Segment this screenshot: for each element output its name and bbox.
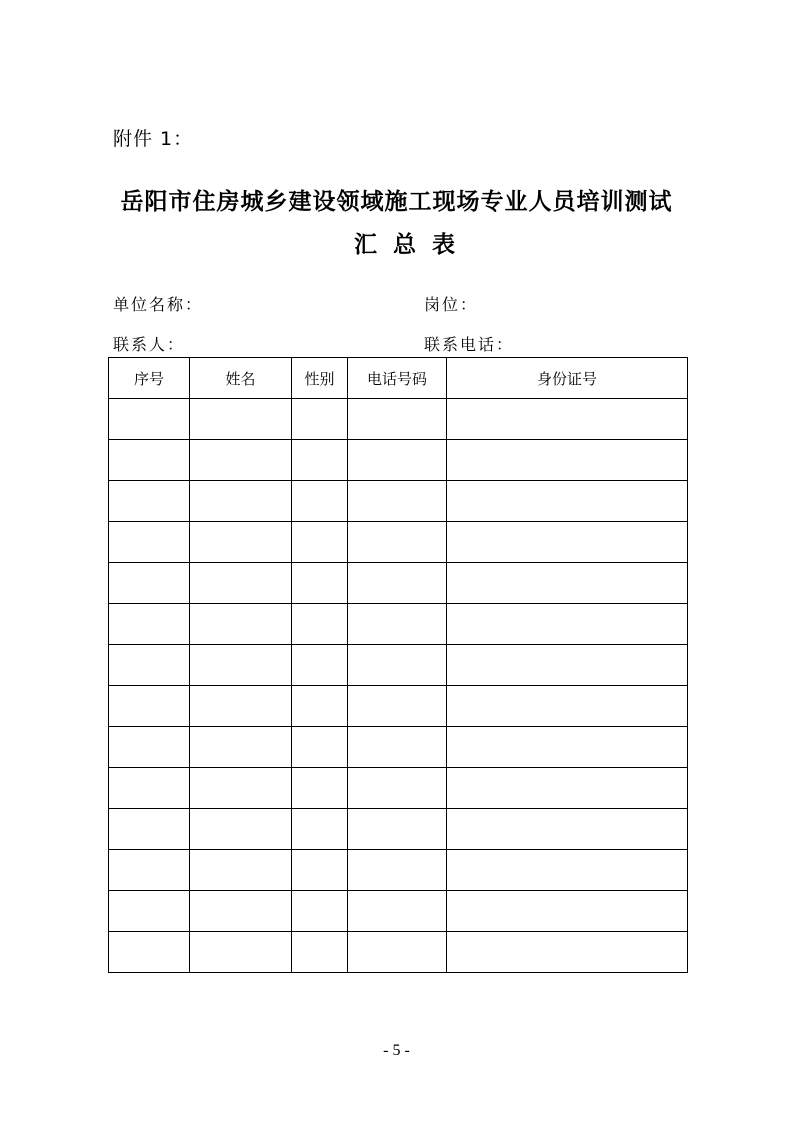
document-title: 岳阳市住房城乡建设领域施工现场专业人员培训测试: [120, 188, 673, 215]
phone-number-cell[interactable]: [348, 645, 447, 686]
phone-number-cell[interactable]: [348, 891, 447, 932]
phone-number-cell[interactable]: [348, 399, 447, 440]
serial-number-cell[interactable]: [109, 399, 190, 440]
gender-cell[interactable]: [292, 686, 348, 727]
phone-number-cell[interactable]: [348, 850, 447, 891]
phone-number-cell[interactable]: [348, 604, 447, 645]
gender-cell[interactable]: [292, 440, 348, 481]
serial-number-cell[interactable]: [109, 481, 190, 522]
header-phone-number: 电话号码: [348, 358, 447, 399]
header-serial-number: 序号: [109, 358, 190, 399]
phone-number-cell[interactable]: [348, 768, 447, 809]
gender-cell[interactable]: [292, 891, 348, 932]
serial-number-cell[interactable]: [109, 522, 190, 563]
serial-number-cell[interactable]: [109, 563, 190, 604]
id-number-cell[interactable]: [447, 932, 688, 973]
table-row: [109, 850, 688, 891]
id-number-cell[interactable]: [447, 645, 688, 686]
gender-cell[interactable]: [292, 768, 348, 809]
serial-number-cell[interactable]: [109, 645, 190, 686]
gender-cell[interactable]: [292, 522, 348, 563]
document-subtitle: 汇总表: [354, 231, 471, 258]
page-number: - 5 -: [383, 1042, 410, 1059]
unit-name-label: 单位名称：: [113, 295, 204, 314]
id-number-cell[interactable]: [447, 604, 688, 645]
name-cell[interactable]: [190, 932, 292, 973]
phone-number-cell[interactable]: [348, 809, 447, 850]
name-cell[interactable]: [190, 891, 292, 932]
table-row: [109, 768, 688, 809]
phone-number-cell[interactable]: [348, 440, 447, 481]
contact-person-label: 联系人：: [113, 335, 186, 354]
contact-phone-label: 联系电话：: [424, 335, 515, 354]
serial-number-cell[interactable]: [109, 440, 190, 481]
phone-number-cell[interactable]: [348, 932, 447, 973]
table-row: [109, 563, 688, 604]
name-cell[interactable]: [190, 563, 292, 604]
table-row: [109, 481, 688, 522]
id-number-cell[interactable]: [447, 727, 688, 768]
id-number-cell[interactable]: [447, 522, 688, 563]
gender-cell[interactable]: [292, 481, 348, 522]
name-cell[interactable]: [190, 727, 292, 768]
header-name: 姓名: [190, 358, 292, 399]
table-row: [109, 932, 688, 973]
phone-number-cell[interactable]: [348, 727, 447, 768]
id-number-cell[interactable]: [447, 563, 688, 604]
gender-cell[interactable]: [292, 727, 348, 768]
personnel-summary-table: [108, 357, 688, 973]
serial-number-cell[interactable]: [109, 604, 190, 645]
attachment-label: 附件 1：: [113, 128, 194, 150]
id-number-cell[interactable]: [447, 768, 688, 809]
post-label: 岗位：: [424, 295, 479, 314]
serial-number-cell[interactable]: [109, 686, 190, 727]
serial-number-cell[interactable]: [109, 809, 190, 850]
phone-number-cell[interactable]: [348, 563, 447, 604]
name-cell[interactable]: [190, 522, 292, 563]
table-row: [109, 727, 688, 768]
phone-number-cell[interactable]: [348, 522, 447, 563]
header-gender: 性别: [292, 358, 348, 399]
phone-number-cell[interactable]: [348, 481, 447, 522]
name-cell[interactable]: [190, 645, 292, 686]
name-cell[interactable]: [190, 686, 292, 727]
id-number-cell[interactable]: [447, 850, 688, 891]
id-number-cell[interactable]: [447, 481, 688, 522]
table-row: [109, 604, 688, 645]
table-header-row: [109, 358, 688, 399]
gender-cell[interactable]: [292, 850, 348, 891]
table-row: [109, 891, 688, 932]
gender-cell[interactable]: [292, 645, 348, 686]
serial-number-cell[interactable]: [109, 850, 190, 891]
header-id-number: 身份证号: [447, 358, 688, 399]
gender-cell[interactable]: [292, 932, 348, 973]
gender-cell[interactable]: [292, 399, 348, 440]
serial-number-cell[interactable]: [109, 932, 190, 973]
name-cell[interactable]: [190, 768, 292, 809]
gender-cell[interactable]: [292, 563, 348, 604]
table-row: [109, 440, 688, 481]
id-number-cell[interactable]: [447, 686, 688, 727]
id-number-cell[interactable]: [447, 440, 688, 481]
gender-cell[interactable]: [292, 809, 348, 850]
id-number-cell[interactable]: [447, 891, 688, 932]
id-number-cell[interactable]: [447, 399, 688, 440]
name-cell[interactable]: [190, 604, 292, 645]
id-number-cell[interactable]: [447, 809, 688, 850]
table-row: [109, 399, 688, 440]
serial-number-cell[interactable]: [109, 768, 190, 809]
table-row: [109, 686, 688, 727]
table-row: [109, 645, 688, 686]
name-cell[interactable]: [190, 850, 292, 891]
name-cell[interactable]: [190, 481, 292, 522]
serial-number-cell[interactable]: [109, 727, 190, 768]
name-cell[interactable]: [190, 440, 292, 481]
table-row: [109, 809, 688, 850]
phone-number-cell[interactable]: [348, 686, 447, 727]
table-row: [109, 522, 688, 563]
gender-cell[interactable]: [292, 604, 348, 645]
serial-number-cell[interactable]: [109, 891, 190, 932]
name-cell[interactable]: [190, 809, 292, 850]
name-cell[interactable]: [190, 399, 292, 440]
